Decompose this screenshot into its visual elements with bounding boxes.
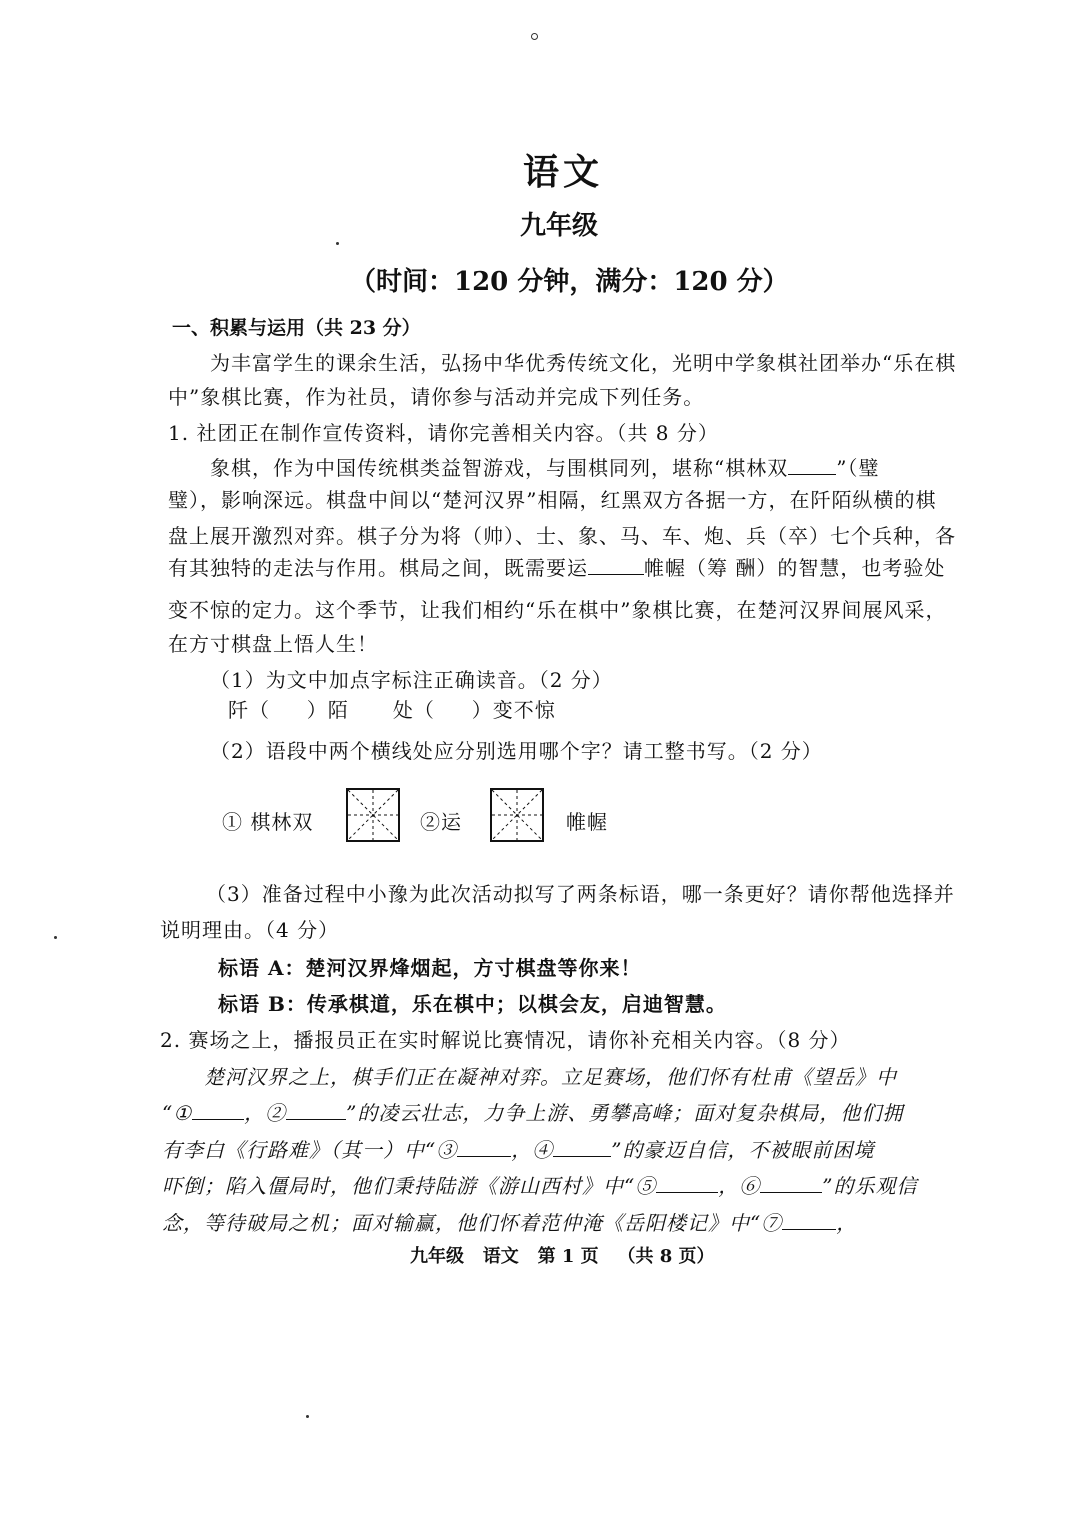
question-1-stem: 1. 社团正在制作宣传资料，请你完善相关内容。（共 8 分） [168, 421, 719, 445]
fill-blank[interactable] [553, 1136, 611, 1157]
grade-label: 九年级 [520, 211, 599, 241]
commentary-line: 楚河汉界之上，棋手们正在凝神对弈。立足赛场，他们怀有杜甫《望岳》中 [204, 1065, 897, 1089]
fill-blank[interactable] [286, 1099, 346, 1120]
sub-question-1-items[interactable]: 阡（ ）陌 处（ ）变不惊 [228, 698, 556, 722]
scan-speck [531, 33, 538, 40]
scan-speck [306, 1415, 309, 1418]
fill-blank[interactable] [457, 1136, 511, 1157]
sub-question-1: （1）为文中加点字标注正确读音。（2 分） [210, 668, 613, 692]
fill-blank[interactable] [788, 454, 836, 475]
passage-line: 盘上展开激烈对弈。棋子分为将（帅）、士、象、马、车、炮、兵（卒）七个兵种，各 [168, 524, 956, 548]
passage-line [210, 452, 879, 481]
writing-grid-box[interactable] [346, 788, 400, 842]
passage-line: 在方寸棋盘上悟人生！ [168, 632, 378, 656]
commentary-text: 吓倒；陷入僵局时，他们秉持陆游《游山西村》中“⑤ [162, 1174, 657, 1198]
commentary-text: “① [162, 1101, 193, 1125]
commentary-line [162, 1207, 857, 1236]
page-footer: 九年级 语文 第 1 页 （共 8 页） [410, 1246, 715, 1267]
passage-line [168, 552, 945, 581]
slogan-b: 标语 B：传承棋道，乐在棋中；以棋会友，启迪智慧。 [218, 992, 727, 1016]
passage-text: 象棋，作为中国传统棋类益智游戏，与围棋同列，堪称“棋林双 [210, 456, 789, 480]
sub-question-3: 说明理由。（4 分） [160, 918, 340, 942]
slogan-a: 标语 A：楚河汉界烽烟起，方寸棋盘等你来！ [218, 956, 642, 980]
scan-speck [336, 242, 339, 245]
section-heading: 一、积累与运用（共 23 分） [172, 317, 421, 339]
commentary-text: ”的凌云壮志，力争上游、勇攀高峰；面对复杂棋局，他们拥 [346, 1101, 904, 1125]
commentary-line [162, 1097, 903, 1126]
grid-guide-lines [348, 790, 398, 840]
question-2-stem: 2. 赛场之上，播报员正在实时解说比赛情况，请你补充相关内容。（8 分） [160, 1028, 851, 1052]
page-title: 语文 [523, 151, 604, 193]
passage-text: 帷幄（筹 酬）的智慧，也考验处 [644, 556, 946, 580]
answer-label-2: ②运 [420, 810, 462, 834]
commentary-text: ”的乐观信 [822, 1174, 918, 1198]
commentary-line [162, 1134, 874, 1163]
commentary-text: ”的豪迈自信，不被眼前困境 [611, 1138, 875, 1162]
fill-blank[interactable] [192, 1099, 244, 1120]
answer-label-3: 帷幄 [566, 810, 608, 834]
sub-question-2: （2）语段中两个横线处应分别选用哪个字？请工整书写。（2 分） [210, 739, 823, 763]
passage-text: ”（璧 [836, 456, 880, 480]
grid-guide-lines [492, 790, 542, 840]
sub-question-3: （3）准备过程中小豫为此次活动拟写了两条标语，哪一条更好？请你帮他选择并 [206, 882, 955, 906]
commentary-text: ， [836, 1211, 858, 1235]
commentary-text: ，⑥ [718, 1174, 761, 1198]
commentary-text: ，② [244, 1101, 287, 1125]
commentary-text: 有李白《行路难》（其一）中“③ [162, 1138, 458, 1162]
fill-blank[interactable] [656, 1172, 718, 1193]
scan-speck [54, 936, 57, 939]
passage-line: 璧），影响深远。棋盘中间以“楚河汉界”相隔，红黑双方各据一方，在阡陌纵横的棋 [168, 488, 937, 512]
writing-grid-box[interactable] [490, 788, 544, 842]
answer-label-1: ① 棋林双 [222, 810, 314, 834]
passage-line: 变不惊的定力。这个季节，让我们相约“乐在棋中”象棋比赛，在楚河汉界间展风采， [168, 598, 947, 622]
fill-blank[interactable] [588, 554, 644, 575]
fill-blank[interactable] [760, 1172, 822, 1193]
intro-line: 中”象棋比赛，作为社员，请你参与活动并完成下列任务。 [168, 385, 705, 409]
intro-line: 为丰富学生的课余生活，弘扬中华优秀传统文化，光明中学象棋社团举办“乐在棋 [210, 351, 957, 375]
fill-blank[interactable] [782, 1209, 836, 1230]
commentary-text: ，④ [511, 1138, 554, 1162]
time-info: （时间：120 分钟，满分：120 分） [350, 267, 789, 297]
commentary-text: 念，等待破局之机；面对输赢，他们怀着范仲淹《岳阳楼记》中“⑦ [162, 1211, 783, 1235]
commentary-line [162, 1170, 917, 1199]
passage-text: 有其独特的走法与作用。棋局之间，既需要运 [168, 556, 588, 580]
